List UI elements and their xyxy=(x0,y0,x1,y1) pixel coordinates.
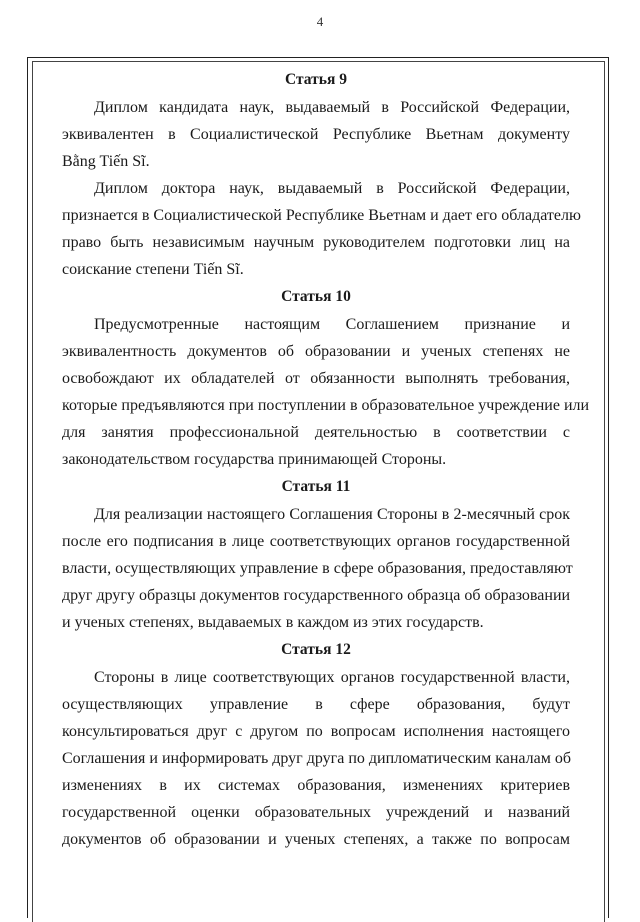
article-heading: Статья 9 xyxy=(285,71,347,88)
paragraph-line: после его подписания в лице соответствующих органов государственной xyxy=(62,533,570,550)
paragraph-line: Соглашения и информировать друг друга по дипломатическим каналам об xyxy=(62,750,571,767)
article-heading: Статья 11 xyxy=(281,478,351,495)
article-paragraph xyxy=(62,501,573,636)
page-number: 4 xyxy=(316,14,324,29)
paragraph-line: и ученых степенях, выдаваемых в каждом из этих государств. xyxy=(62,614,484,631)
paragraph-line: государственной оценки образовательных учреждений и названий xyxy=(62,804,570,821)
paragraph-line: власти, осуществляющих управление в сфере образования, предоставляют xyxy=(62,560,573,577)
paragraph-line: консультироваться друг с другом по вопросам исполнения настоящего xyxy=(62,723,570,740)
document-body xyxy=(62,66,590,853)
paragraph-line: которые предъявляются при поступлении в образовательное учреждение или xyxy=(62,397,590,414)
paragraph-line: признается в Социалистической Республике Вьетнам и дает его обладателю xyxy=(62,207,581,224)
article-paragraph xyxy=(62,175,581,283)
paragraph-line: Для реализации настоящего Соглашения Стороны в 2-месячный срок xyxy=(94,506,570,523)
paragraph-line: Стороны в лице соответствующих органов государственной власти, xyxy=(94,669,570,686)
paragraph-line: Bằng Tiến Sĩ. xyxy=(62,153,150,170)
paragraph-line: осуществляющих управление в сфере образования, будут xyxy=(62,696,570,713)
article-paragraph xyxy=(62,94,570,175)
article-heading: Статья 10 xyxy=(281,288,351,305)
paragraph-line: эквивалентен в Социалистической Республике Вьетнам документу xyxy=(62,126,570,143)
article-heading: Статья 12 xyxy=(281,641,351,658)
paragraph-line: для занятия профессиональной деятельностью в соответствии с xyxy=(62,424,570,441)
paragraph-line: Диплом кандидата наук, выдаваемый в Российской Федерации, xyxy=(94,99,570,116)
paragraph-line: Диплом доктора наук, выдаваемый в Российской Федерации, xyxy=(94,180,570,197)
paragraph-line: соискание степени Tiến Sĩ. xyxy=(62,261,244,278)
article-paragraph xyxy=(62,311,590,473)
paragraph-line: Предусмотренные настоящим Соглашением признание и xyxy=(94,316,570,333)
paragraph-line: освобождают их обладателей от обязанности выполнять требования, xyxy=(62,370,570,387)
paragraph-line: эквивалентность документов об образовании и ученых степенях не xyxy=(62,343,570,360)
paragraph-line: право быть независимым научным руководителем подготовки лиц на xyxy=(62,234,570,251)
paragraph-line: законодательством государства принимающей Стороны. xyxy=(62,451,447,468)
paragraph-line: документов об образовании и ученых степенях, а также по вопросам xyxy=(62,831,570,848)
article-paragraph xyxy=(62,664,570,853)
paragraph-line: изменениях в их системах образования, изменениях критериев xyxy=(62,777,570,794)
paragraph-line: друг другу образцы документов государственного образца об образовании xyxy=(62,587,571,604)
